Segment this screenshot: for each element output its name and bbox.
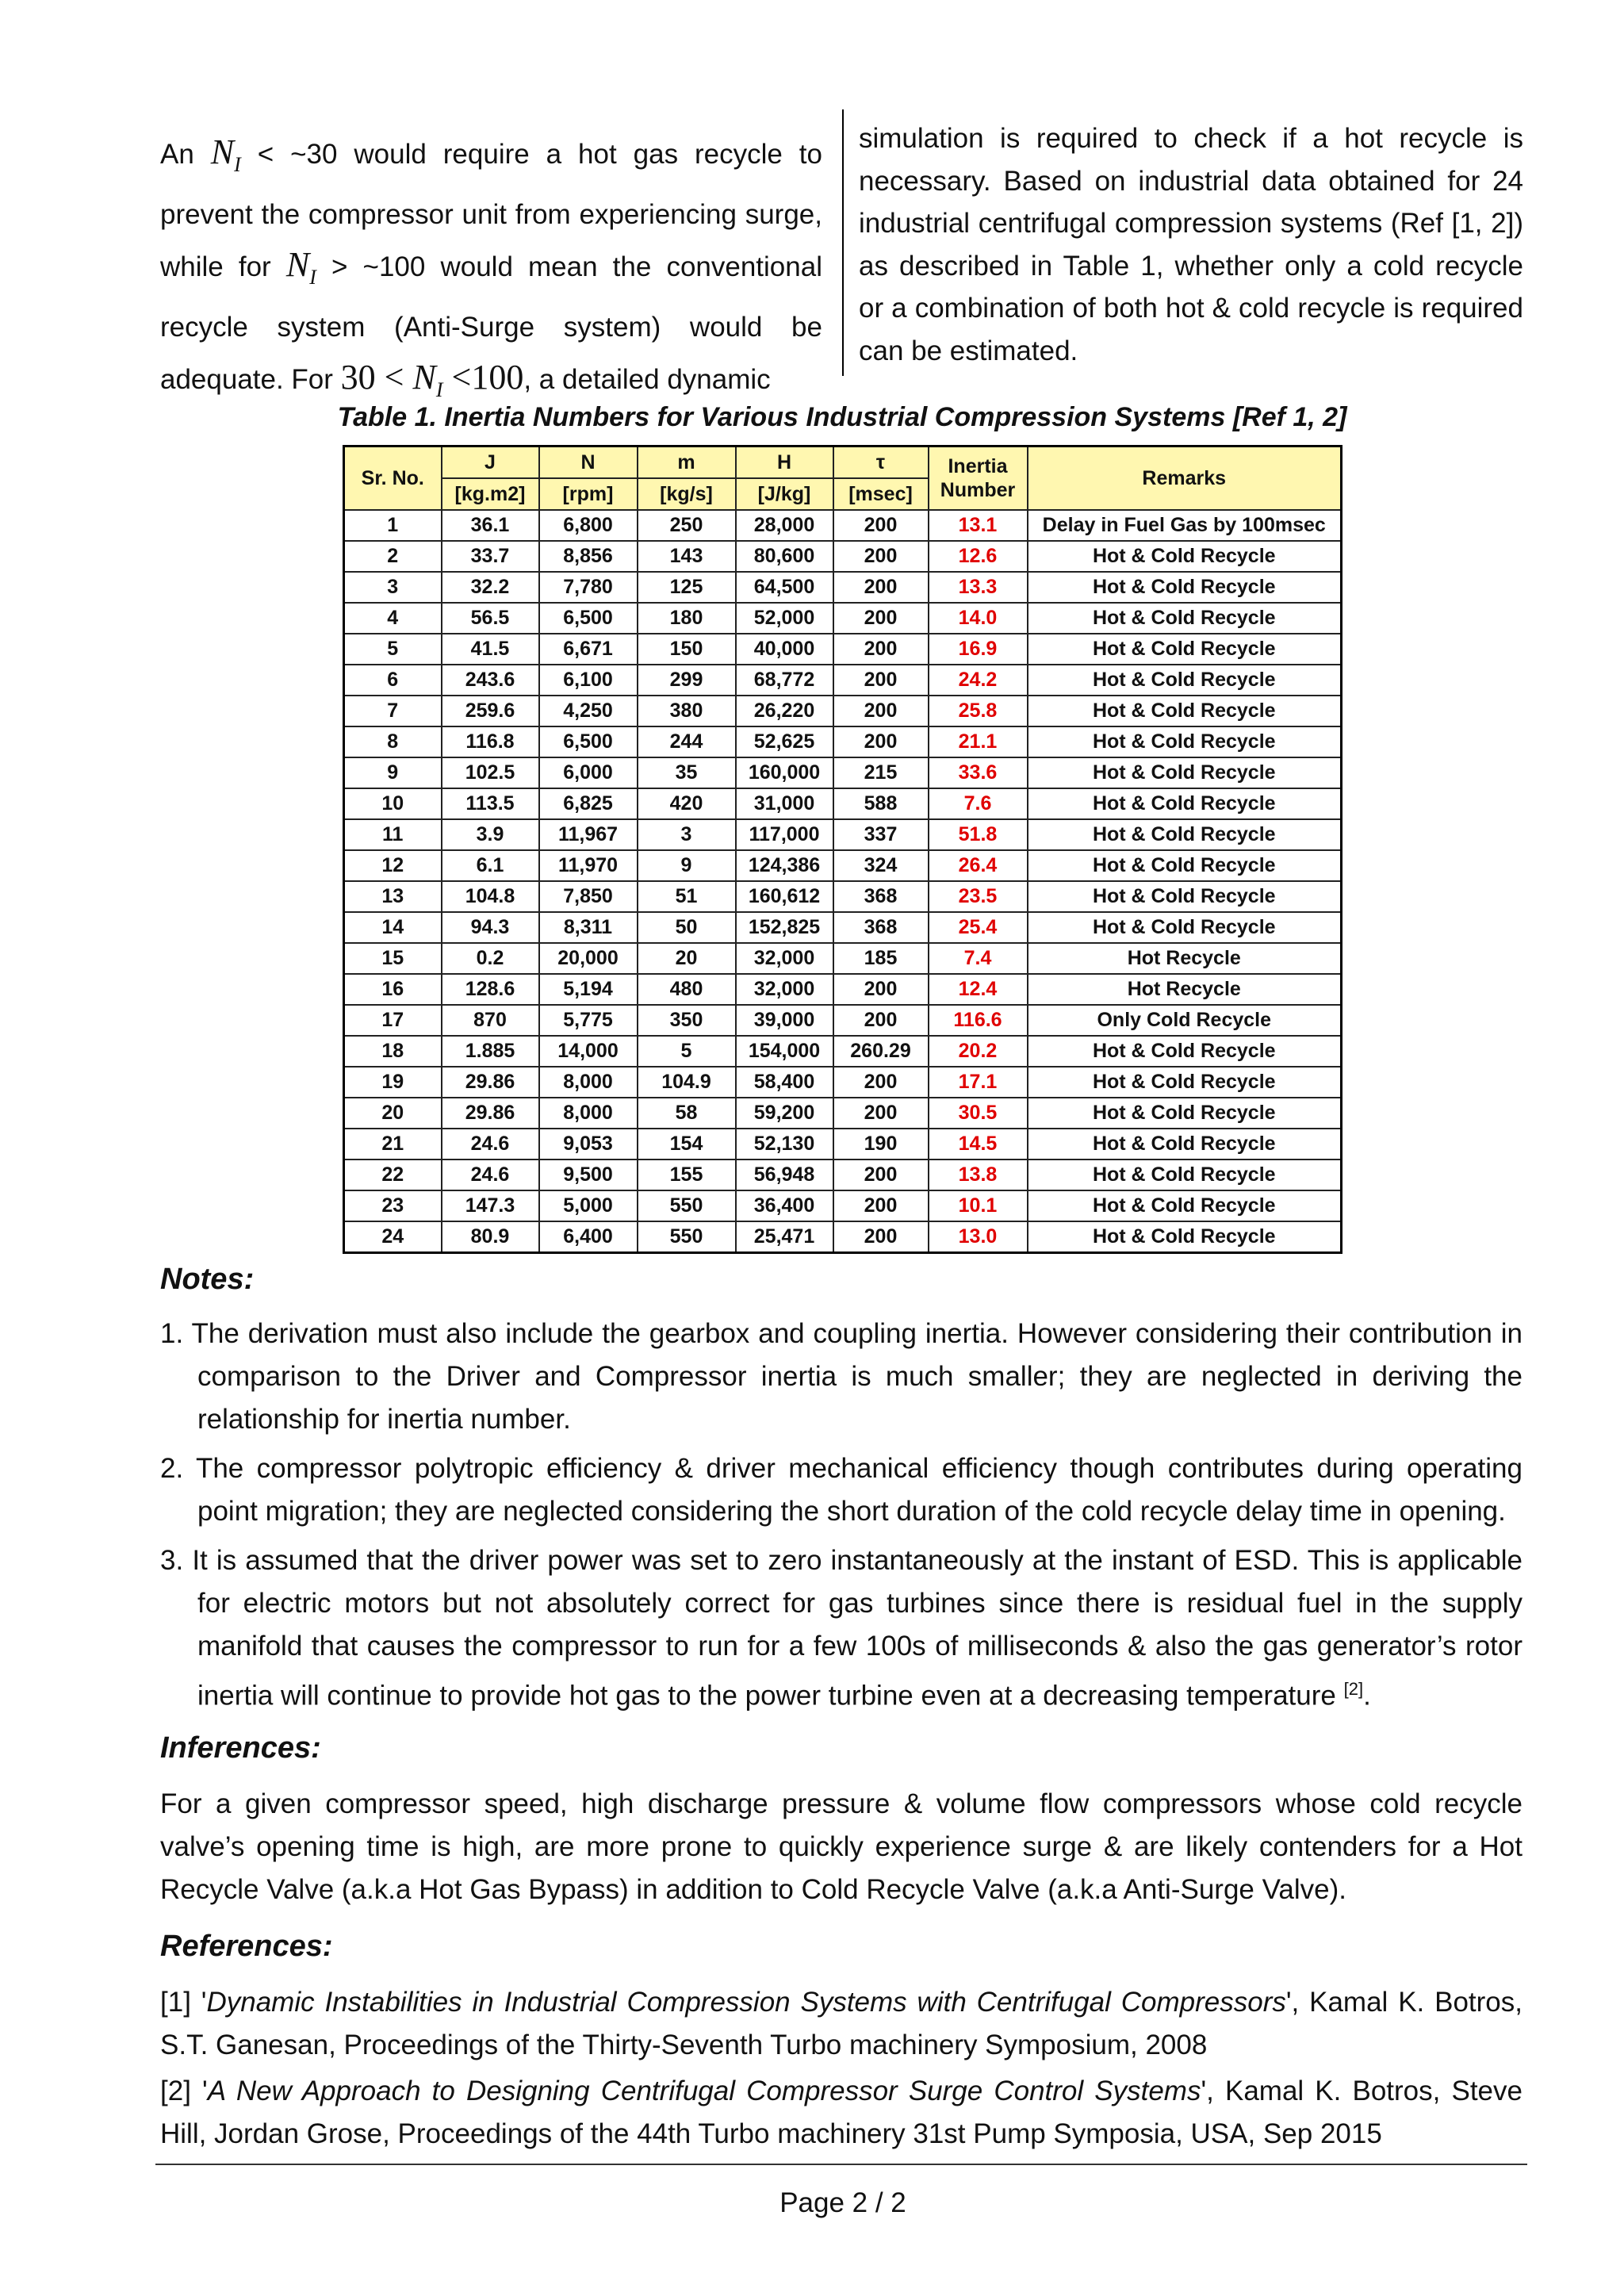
table-row — [344, 696, 1342, 726]
reference-2: [2] 'A New Approach to Designing Centrifugal Compressor Surge Control Systems', Kamal K. Botros, Steve Hill, Jordan Grose, Proceedings of the 44th Turbo machinery 31st Pump Symposia, USA, Sep 2015 — [160, 2076, 1522, 2149]
table-cell: 15 — [344, 943, 442, 974]
table-cell: Hot & Cold Recycle — [1028, 1159, 1342, 1190]
table-cell: 113.5 — [442, 788, 539, 819]
table-cell: 5 — [638, 1036, 736, 1067]
table-cell: 21.1 — [929, 726, 1028, 757]
table-cell: 200 — [833, 1005, 929, 1036]
table-cell: 68,772 — [736, 665, 833, 696]
table-cell: 3.9 — [442, 819, 539, 850]
note-item: 3. It is assumed that the driver power was set to zero instantaneously at the instant of ESD. This is applicable for electric motors but not absolutely correct for gas turbines since there is residual fuel in the supply manifold that causes the compressor to run for a few 100s of milliseconds & also the gas generator’s rotor inertia will continue to provide hot gas to the power turbine even at a decreasing temperature [2]. — [160, 1545, 1522, 1711]
table-cell: 20 — [344, 1098, 442, 1129]
note-item: 2. The compressor polytropic efficiency & driver mechanical efficiency though contributes during operating point migration; they are neglected considering the short duration of the cold recycle delay time in opening. — [160, 1453, 1522, 1527]
table-cell: 11,967 — [539, 819, 638, 850]
table-row — [344, 1190, 1342, 1221]
table-cell: 8,856 — [539, 541, 638, 572]
table-caption: Table 1. Inertia Numbers for Various Industrial Compression Systems [Ref 1, 2] — [337, 402, 1347, 432]
table-cell: 550 — [638, 1221, 736, 1253]
intro-text-3: , a detailed dynamic — [523, 363, 771, 395]
table-cell: 117,000 — [736, 819, 833, 850]
table-cell: Delay in Fuel Gas by 100msec — [1028, 510, 1342, 541]
header-sr-no: Sr. No. — [344, 447, 442, 511]
table-cell: 80.9 — [442, 1221, 539, 1253]
table-cell: Hot & Cold Recycle — [1028, 726, 1342, 757]
table-cell: 36,400 — [736, 1190, 833, 1221]
table-cell: 26,220 — [736, 696, 833, 726]
table-row — [344, 1036, 1342, 1067]
table-cell: 59,200 — [736, 1098, 833, 1129]
table-cell: 24.6 — [442, 1159, 539, 1190]
table-row — [344, 541, 1342, 572]
inertia-table — [343, 445, 1342, 1254]
table-row — [344, 572, 1342, 603]
table-cell: 337 — [833, 819, 929, 850]
table-cell: 58,400 — [736, 1067, 833, 1098]
table-cell: 125 — [638, 572, 736, 603]
reference-1: [1] 'Dynamic Instabilities in Industrial Compression Systems with Centrifugal Compressors', Kamal K. Botros, S.T. Ganesan, Proceedings of the Thirty-Seventh Turbo machinery Symposium, 2008 — [160, 1987, 1522, 2060]
table-cell: 5 — [344, 634, 442, 665]
table-cell: 23 — [344, 1190, 442, 1221]
table-cell: 6,000 — [539, 757, 638, 788]
table-cell: Hot & Cold Recycle — [1028, 665, 1342, 696]
table-cell: 102.5 — [442, 757, 539, 788]
table-cell: 58 — [638, 1098, 736, 1129]
table-cell: Hot & Cold Recycle — [1028, 696, 1342, 726]
table-cell: 155 — [638, 1159, 736, 1190]
table-cell: 6,825 — [539, 788, 638, 819]
table-row — [344, 788, 1342, 819]
table-cell: 29.86 — [442, 1067, 539, 1098]
table-cell: Hot & Cold Recycle — [1028, 788, 1342, 819]
table-cell: 200 — [833, 1098, 929, 1129]
table-cell: 8,000 — [539, 1098, 638, 1129]
table-row — [344, 1221, 1342, 1253]
table-cell: 6,671 — [539, 634, 638, 665]
header-remarks: Remarks — [1028, 447, 1342, 511]
table-cell: Hot & Cold Recycle — [1028, 850, 1342, 881]
table-cell: 116.6 — [929, 1005, 1028, 1036]
table-cell: 23.5 — [929, 881, 1028, 912]
table-cell: 1.885 — [442, 1036, 539, 1067]
header-h-unit: [J/kg] — [736, 478, 833, 510]
table-cell: 143 — [638, 541, 736, 572]
table-cell: 1 — [344, 510, 442, 541]
table-cell: 368 — [833, 912, 929, 943]
table-row — [344, 1067, 1342, 1098]
inertia-symbol: $N_I$ — [210, 132, 241, 176]
table-cell: 8,000 — [539, 1067, 638, 1098]
table-row — [344, 943, 1342, 974]
table-cell: 31,000 — [736, 788, 833, 819]
table-cell: 13.1 — [929, 510, 1028, 541]
table-cell: 7 — [344, 696, 442, 726]
table-cell: Hot & Cold Recycle — [1028, 634, 1342, 665]
table-cell: 30.5 — [929, 1098, 1028, 1129]
table-cell: 39,000 — [736, 1005, 833, 1036]
table-cell: 33.7 — [442, 541, 539, 572]
table-cell: 0.2 — [442, 943, 539, 974]
table-row — [344, 1129, 1342, 1159]
table-cell: 5,194 — [539, 974, 638, 1005]
table-row — [344, 1005, 1342, 1036]
table-cell: 13.0 — [929, 1221, 1028, 1253]
table-row — [344, 881, 1342, 912]
header-n: N — [539, 447, 638, 479]
table-cell: 24 — [344, 1221, 442, 1253]
table-cell: 8 — [344, 726, 442, 757]
table-cell: 185 — [833, 943, 929, 974]
table-cell: 20,000 — [539, 943, 638, 974]
table-cell: 480 — [638, 974, 736, 1005]
table-cell: 260.29 — [833, 1036, 929, 1067]
table-cell: 6.1 — [442, 850, 539, 881]
table-cell: 215 — [833, 757, 929, 788]
table-cell: 9,500 — [539, 1159, 638, 1190]
table-cell: Hot & Cold Recycle — [1028, 1036, 1342, 1067]
table-cell: 16 — [344, 974, 442, 1005]
table-row — [344, 634, 1342, 665]
table-cell: 51.8 — [929, 819, 1028, 850]
table-cell: Hot & Cold Recycle — [1028, 1221, 1342, 1253]
table-cell: 6 — [344, 665, 442, 696]
table-cell: 259.6 — [442, 696, 539, 726]
table-cell: 20 — [638, 943, 736, 974]
intro-left-column — [160, 127, 822, 414]
table-cell: 14,000 — [539, 1036, 638, 1067]
table-cell: Only Cold Recycle — [1028, 1005, 1342, 1036]
table-cell: 56.5 — [442, 603, 539, 634]
table-cell: 50 — [638, 912, 736, 943]
table-cell: 52,625 — [736, 726, 833, 757]
table-cell: 22 — [344, 1159, 442, 1190]
table-cell: 150 — [638, 634, 736, 665]
table-cell: 17 — [344, 1005, 442, 1036]
table-cell: 243.6 — [442, 665, 539, 696]
table-cell: 33.6 — [929, 757, 1028, 788]
intro-text-2: > ~100 would mean the conventional recycle system (Anti-Surge system) would be adequate. For — [160, 251, 822, 395]
table-cell: 3 — [344, 572, 442, 603]
table-cell: 24.2 — [929, 665, 1028, 696]
table-cell: 17.1 — [929, 1067, 1028, 1098]
table-cell: 7,780 — [539, 572, 638, 603]
table-cell: 25,471 — [736, 1221, 833, 1253]
table-cell: 3 — [638, 819, 736, 850]
table-cell: Hot & Cold Recycle — [1028, 1190, 1342, 1221]
table-cell: 12.6 — [929, 541, 1028, 572]
table-cell: 104.8 — [442, 881, 539, 912]
table-cell: 14 — [344, 912, 442, 943]
header-m-unit: [kg/s] — [638, 478, 736, 510]
table-cell: 6,400 — [539, 1221, 638, 1253]
table-cell: 4,250 — [539, 696, 638, 726]
table-cell: Hot & Cold Recycle — [1028, 541, 1342, 572]
table-cell: 7.4 — [929, 943, 1028, 974]
table-cell: 200 — [833, 634, 929, 665]
table-row — [344, 819, 1342, 850]
table-cell: 10.1 — [929, 1190, 1028, 1221]
table-cell: 8,311 — [539, 912, 638, 943]
table-cell: 5,775 — [539, 1005, 638, 1036]
table-cell: 40,000 — [736, 634, 833, 665]
table-cell: 6,100 — [539, 665, 638, 696]
notes-heading: Notes: — [160, 1263, 255, 1296]
table-cell: 18 — [344, 1036, 442, 1067]
table-cell: 29.86 — [442, 1098, 539, 1129]
table-row — [344, 912, 1342, 943]
table-cell: 104.9 — [638, 1067, 736, 1098]
table-cell: 7.6 — [929, 788, 1028, 819]
inferences-heading: Inferences: — [160, 1731, 321, 1765]
table-row — [344, 757, 1342, 788]
table-cell: 200 — [833, 572, 929, 603]
column-divider — [842, 109, 844, 376]
table-cell: 32,000 — [736, 974, 833, 1005]
header-j-unit: [kg.m2] — [442, 478, 539, 510]
header-inertia-number: Inertia Number — [929, 447, 1028, 511]
table-cell: 19 — [344, 1067, 442, 1098]
table-cell: 380 — [638, 696, 736, 726]
table-row — [344, 974, 1342, 1005]
footer-rule — [155, 2164, 1527, 2165]
table-row — [344, 850, 1342, 881]
table-row — [344, 510, 1342, 541]
intro-right-column: simulation is required to check if a hot recycle is necessary. Based on industrial data obtained for 24 industrial centrifugal compression systems (Ref [1, 2]) as described in Table 1, whether only a cold recycle or a combination of both hot & cold recycle is required can be estimated. — [859, 123, 1523, 366]
table-cell: 550 — [638, 1190, 736, 1221]
table-cell: 16.9 — [929, 634, 1028, 665]
table-cell: Hot & Cold Recycle — [1028, 1129, 1342, 1159]
table-cell: Hot & Cold Recycle — [1028, 757, 1342, 788]
table-cell: 350 — [638, 1005, 736, 1036]
table-cell: 200 — [833, 726, 929, 757]
table-cell: Hot & Cold Recycle — [1028, 912, 1342, 943]
table-cell: 13 — [344, 881, 442, 912]
table-cell: 200 — [833, 665, 929, 696]
table-cell: 154 — [638, 1129, 736, 1159]
table-cell: Hot & Cold Recycle — [1028, 1098, 1342, 1129]
table-cell: 116.8 — [442, 726, 539, 757]
table-cell: 9 — [638, 850, 736, 881]
header-j: J — [442, 447, 539, 479]
header-n-unit: [rpm] — [539, 478, 638, 510]
inferences-text: For a given compressor speed, high discharge pressure & volume flow compressors whose cold recycle valve’s opening time is high, are more prone to quickly experience surge & are likely contenders for a Hot Recycle Valve (a.k.a Hot Gas Bypass) in addition to Cold Recycle Valve (a.k.a Anti-Surge Valve). — [160, 1788, 1522, 1905]
table-cell: 20.2 — [929, 1036, 1028, 1067]
table-cell: 6,500 — [539, 603, 638, 634]
table-cell: 41.5 — [442, 634, 539, 665]
table-cell: Hot & Cold Recycle — [1028, 881, 1342, 912]
inertia-symbol: $N_I$ — [285, 244, 316, 289]
table-cell: 200 — [833, 1221, 929, 1253]
table-cell: 244 — [638, 726, 736, 757]
table-cell: 5,000 — [539, 1190, 638, 1221]
intro-text-1: < ~30 would require a hot gas recycle to prevent the compressor unit from experiencing surge, while for — [160, 139, 822, 282]
table-cell: 51 — [638, 881, 736, 912]
table-cell: 324 — [833, 850, 929, 881]
table-cell: 180 — [638, 603, 736, 634]
table-cell: 420 — [638, 788, 736, 819]
note-citation: [2] — [1343, 1679, 1364, 1699]
table-cell: 6,500 — [539, 726, 638, 757]
table-cell: Hot & Cold Recycle — [1028, 603, 1342, 634]
table-cell: 128.6 — [442, 974, 539, 1005]
table-cell: 56,948 — [736, 1159, 833, 1190]
table-cell: 368 — [833, 881, 929, 912]
table-cell: 25.4 — [929, 912, 1028, 943]
table-cell: 160,612 — [736, 881, 833, 912]
header-m: m — [638, 447, 736, 479]
table-cell: 28,000 — [736, 510, 833, 541]
page-number: Page 2 / 2 — [779, 2187, 906, 2218]
table-cell: 12 — [344, 850, 442, 881]
note-item: 1. The derivation must also include the gearbox and coupling inertia. However considering their contribution in comparison to the Driver and Compressor inertia is much smaller; they are neglected in deriving the relationship for inertia number. — [160, 1318, 1522, 1435]
table-row — [344, 1159, 1342, 1190]
table-cell: 200 — [833, 1159, 929, 1190]
table-cell: Hot & Cold Recycle — [1028, 1067, 1342, 1098]
table-cell: 21 — [344, 1129, 442, 1159]
table-cell: 52,000 — [736, 603, 833, 634]
table-cell: 200 — [833, 510, 929, 541]
table-cell: 35 — [638, 757, 736, 788]
table-cell: 152,825 — [736, 912, 833, 943]
table-cell: 12.4 — [929, 974, 1028, 1005]
table-cell: 14.0 — [929, 603, 1028, 634]
table-cell: 80,600 — [736, 541, 833, 572]
table-cell: 154,000 — [736, 1036, 833, 1067]
table-cell: 147.3 — [442, 1190, 539, 1221]
table-row — [344, 726, 1342, 757]
table-cell: 200 — [833, 1190, 929, 1221]
table-cell: 11,970 — [539, 850, 638, 881]
table-cell: 9,053 — [539, 1129, 638, 1159]
table-cell: 124,386 — [736, 850, 833, 881]
table-cell: 870 — [442, 1005, 539, 1036]
table-cell: 2 — [344, 541, 442, 572]
references-heading: References: — [160, 1930, 333, 1963]
table-row — [344, 603, 1342, 634]
table-cell: 250 — [638, 510, 736, 541]
table-cell: 14.5 — [929, 1129, 1028, 1159]
table-body — [344, 510, 1342, 1253]
table-cell: 200 — [833, 1067, 929, 1098]
table-cell: 94.3 — [442, 912, 539, 943]
header-tau-unit: [msec] — [833, 478, 929, 510]
table-cell: 4 — [344, 603, 442, 634]
table-cell: Hot & Cold Recycle — [1028, 572, 1342, 603]
table-cell: 10 — [344, 788, 442, 819]
header-h: H — [736, 447, 833, 479]
table-cell: Hot & Cold Recycle — [1028, 819, 1342, 850]
table-cell: 52,130 — [736, 1129, 833, 1159]
table-cell: 200 — [833, 974, 929, 1005]
inertia-range: $30 < N_I <100$ — [340, 357, 524, 401]
table-row — [344, 1098, 1342, 1129]
table-cell: 6,800 — [539, 510, 638, 541]
table-cell: 32,000 — [736, 943, 833, 974]
table-cell: 13.8 — [929, 1159, 1028, 1190]
table-cell: 64,500 — [736, 572, 833, 603]
header-tau: τ — [833, 447, 929, 479]
table-cell: 13.3 — [929, 572, 1028, 603]
notes-list — [160, 1313, 1522, 1724]
table-cell: 24.6 — [442, 1129, 539, 1159]
table-cell: 588 — [833, 788, 929, 819]
table-cell: 200 — [833, 696, 929, 726]
table-cell: 7,850 — [539, 881, 638, 912]
table-cell: 32.2 — [442, 572, 539, 603]
table-cell: 25.8 — [929, 696, 1028, 726]
table-cell: 190 — [833, 1129, 929, 1159]
table-cell: 200 — [833, 541, 929, 572]
table-cell: 11 — [344, 819, 442, 850]
table-cell: 200 — [833, 603, 929, 634]
table-cell: 160,000 — [736, 757, 833, 788]
table-row — [344, 665, 1342, 696]
table-cell: 299 — [638, 665, 736, 696]
table-cell: 36.1 — [442, 510, 539, 541]
table-cell: 26.4 — [929, 850, 1028, 881]
intro-word-an: An — [160, 139, 194, 170]
table-cell: Hot Recycle — [1028, 974, 1342, 1005]
table-cell: Hot Recycle — [1028, 943, 1342, 974]
table-cell: 9 — [344, 757, 442, 788]
